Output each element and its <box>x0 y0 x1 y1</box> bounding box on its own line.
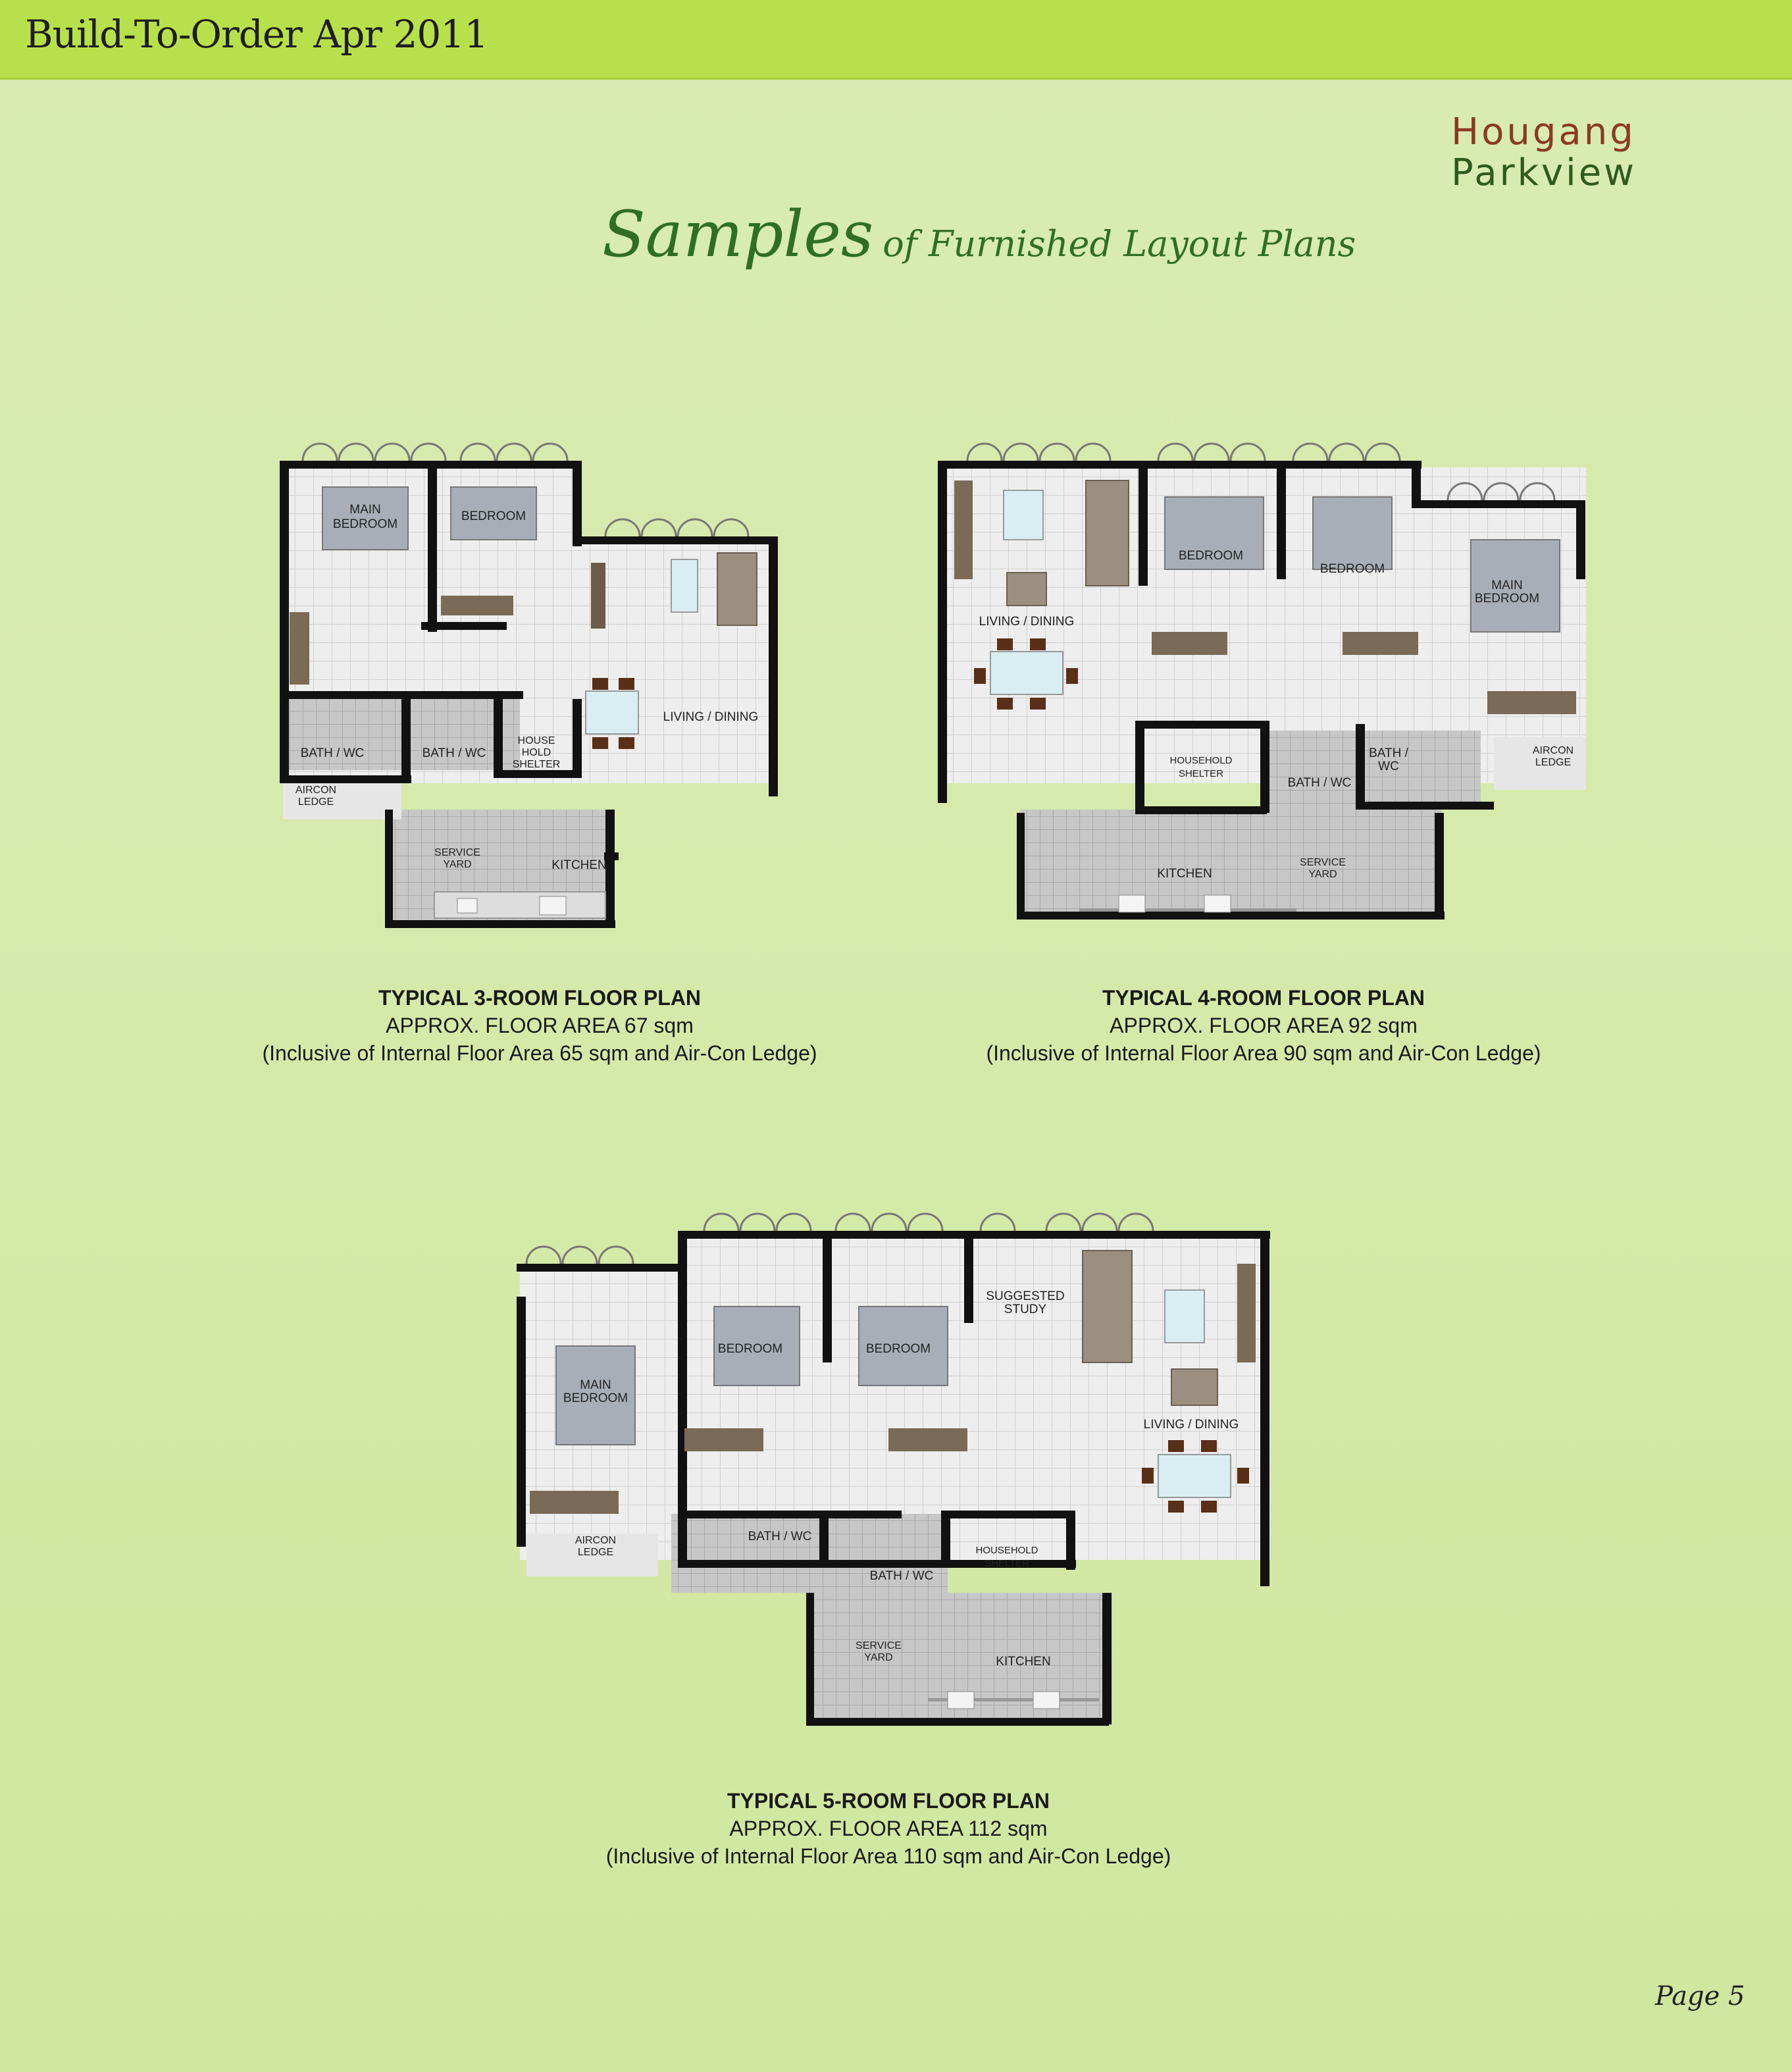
label-main-bedroom-2: BEDROOM <box>332 517 398 531</box>
label-bath-1: BATH / WC <box>300 746 365 760</box>
label-shelter-2: HOLD <box>521 747 551 758</box>
caption-5-room-title: TYPICAL 5-ROOM FLOOR PLAN <box>727 1789 1050 1813</box>
label-kitchen-4: KITCHEN <box>1157 867 1212 881</box>
label-aircon-5-1: AIRCON <box>575 1535 617 1546</box>
label-living-dining-4: LIVING / DINING <box>979 615 1075 629</box>
brand-logo <box>1451 112 1637 194</box>
label-aircon-4-2: LEDGE <box>1535 757 1572 768</box>
label-bedroom-a-4: BEDROOM <box>1178 549 1244 563</box>
label-kitchen-5: KITCHEN <box>996 1655 1051 1669</box>
label-living-dining-5: LIVING / DINING <box>1143 1418 1239 1432</box>
caption-4-room <box>934 984 1593 1067</box>
label-shelter-4-1: HOUSEHOLD <box>1169 755 1233 766</box>
caption-4-room-area: APPROX. FLOOR AREA 92 sqm <box>1110 1014 1418 1037</box>
floor-plan-3-room <box>276 421 790 941</box>
document-title: Build-To-Order Apr 2011 <box>25 12 488 57</box>
label-service-2: YARD <box>443 859 472 870</box>
label-bath-4-2b: WC <box>1378 760 1399 773</box>
heading-main: Samples <box>602 197 874 271</box>
label-aircon-2: LEDGE <box>297 796 334 808</box>
label-bath-5-2: BATH / WC <box>869 1569 934 1583</box>
label-aircon-4-1: AIRCON <box>1532 745 1574 756</box>
label-study-2: STUDY <box>1004 1303 1047 1316</box>
label-main-bedroom-5-2: BEDROOM <box>563 1391 628 1405</box>
label-shelter-1: HOUSE <box>517 735 555 746</box>
label-shelter-5-2: SHELTER <box>984 1558 1030 1569</box>
label-bath-5-1: BATH / WC <box>748 1530 812 1543</box>
label-bath-4-2a: BATH / <box>1369 746 1408 760</box>
label-bedroom-b-4: BEDROOM <box>1319 562 1385 576</box>
label-service-5-2: YARD <box>864 1652 893 1663</box>
heading-sub: of Furnished Layout Plans <box>883 223 1356 265</box>
label-service-5-1: SERVICE <box>856 1640 902 1651</box>
label-main-bedroom-4-1: MAIN <box>1491 579 1523 592</box>
brand-line-2: Parkview <box>1451 151 1637 194</box>
label-bedroom-a-5: BEDROOM <box>717 1342 783 1356</box>
label-bedroom: BEDROOM <box>461 509 526 523</box>
brand-line-1: Hougang <box>1451 111 1636 153</box>
floor-plan-5-room <box>480 1191 1283 1738</box>
label-main-bedroom-1: MAIN <box>349 503 381 517</box>
label-aircon-5-2: LEDGE <box>577 1547 614 1558</box>
caption-3-room <box>211 984 869 1067</box>
top-banner <box>0 0 1792 80</box>
caption-4-room-note: (Inclusive of Internal Floor Area 90 sqm and Air-Con Ledge) <box>986 1041 1541 1065</box>
label-main-bedroom-5-1: MAIN <box>580 1378 611 1392</box>
caption-3-room-note: (Inclusive of Internal Floor Area 65 sqm and Air-Con Ledge) <box>262 1041 817 1065</box>
label-bath-2: BATH / WC <box>422 746 486 760</box>
label-aircon-1: AIRCON <box>295 785 337 796</box>
section-heading <box>602 197 1356 271</box>
label-shelter-4-2: SHELTER <box>1178 768 1224 779</box>
caption-5-room-note: (Inclusive of Internal Floor Area 110 sqm and Air-Con Ledge) <box>605 1844 1171 1868</box>
label-bath-4-1: BATH / WC <box>1287 776 1352 790</box>
caption-3-room-title: TYPICAL 3-ROOM FLOOR PLAN <box>378 986 702 1010</box>
page-number: Page 5 <box>1655 1981 1745 2011</box>
caption-5-room-area: APPROX. FLOOR AREA 112 sqm <box>729 1817 1048 1840</box>
label-main-bedroom-4-2: BEDROOM <box>1474 592 1540 606</box>
label-service-1: SERVICE <box>434 847 480 858</box>
label-service-4-1: SERVICE <box>1300 857 1346 868</box>
label-shelter-3: SHELTER <box>512 759 561 770</box>
caption-5-room <box>559 1787 1217 1870</box>
caption-3-room-area: APPROX. FLOOR AREA 67 sqm <box>386 1014 694 1037</box>
label-shelter-5-1: HOUSEHOLD <box>975 1545 1038 1556</box>
label-kitchen: KITCHEN <box>551 858 607 872</box>
caption-4-room-title: TYPICAL 4-ROOM FLOOR PLAN <box>1102 986 1425 1010</box>
floor-plan-4-room <box>934 421 1593 948</box>
label-bedroom-b-5: BEDROOM <box>865 1342 931 1356</box>
label-living-dining: LIVING / DINING <box>663 710 759 724</box>
label-study-1: SUGGESTED <box>986 1289 1065 1303</box>
label-service-4-2: YARD <box>1308 869 1337 880</box>
